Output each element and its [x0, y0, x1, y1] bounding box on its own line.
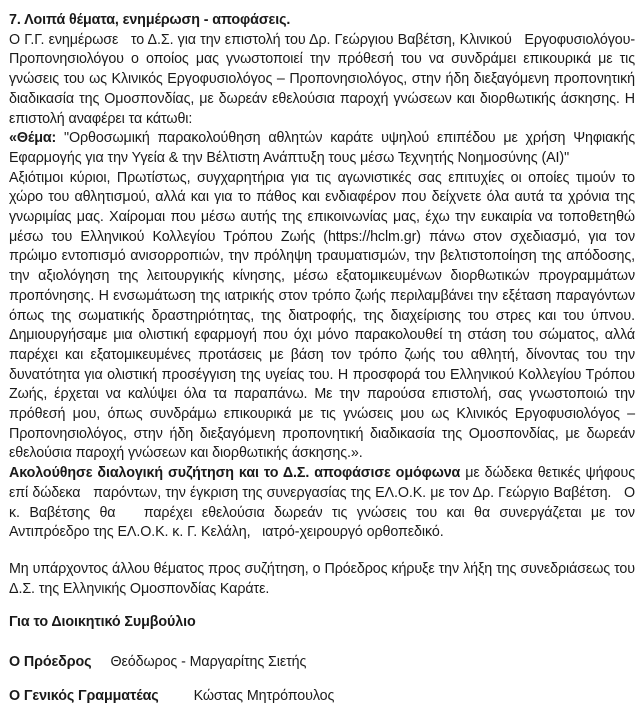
board-heading: Για το Διοικητικό Συμβούλιο: [9, 614, 196, 631]
president-name: Θεόδωρος - Μαργαρίτης Σιετής: [110, 654, 307, 671]
decision-paragraph: [9, 464, 635, 543]
signature-row-secretary: [9, 687, 635, 707]
closing-paragraph: [9, 560, 635, 599]
closing-text: Μη υπάρχοντος άλλου θέματος προς συζήτηση, ο Πρόεδρος κήρυξε την λήξη της συνεδριάσεως του Δ.Σ. της Ελληνικής Ομοσπονδίας Καράτε.: [9, 560, 635, 597]
letter-paragraph: [9, 129, 635, 464]
letter-subject-label: «Θέμα:: [9, 130, 57, 147]
secretary-name: Κώστας Μητρόπουλος: [193, 687, 335, 704]
president-role-label: Ο Πρόεδρος: [9, 654, 92, 671]
letter-body-text: Αξιότιμοι κύριοι, Πρωτίστως, συγχαρητήρια για τις αγωνιστικές σας επιτυχίες οι οποίες τιμούν το χώρο του αθλητισμού, αλλά και για το πάθος και ενδιαφέρον που δείχνετε όλα αυτά τα χρόνια της γνωριμίας μας. Χαίρομαι που μέσω αυτής της επικοινωνίας μας, έχω την ευκαιρία να τοποθετηθώ μέσω του Ελληνικού Κολλεγίου Τρόπου Ζωής (https://hclm.gr) πάνω στον σχεδιασμό, για τον πρώιμο εντοπισμό ανισορροπιών, την πρόληψη τραυματισμών, την βελτιστοποίηση της απόδοσης, την αξιολόγηση της λειτουργικής κίνησης, μέσω εξατομικευμένων διορθωτικών προγραμμάτων προπόνησης. Η ενσωμάτωση της ιατρικής στον τρόπο ζωής περιλαμβάνει την εξέταση παραγόντων όπως της σωματικής δραστηριότητας, της διατροφής, της διαχείρισης του στρες και του ύπνου. Δημιουργήσαμε μια ολιστική εφαρμογή που όχι μόνο παρακολουθεί τη στάση του σώματος, αλλά παρέχει και εξατομικευμένες προτάσεις με βάση τον τρόπο ζωής του αθλητή, δίνοντας του την δυνατότητα για ολιστική προσέγγιση της υγείας του. Η προσφορά του Ελληνικού Κολλεγίου Τρόπου Ζωής, έρχεται να καλύψει όλα τα παραπάνω. Με την παρούσα επιστολή, σας γνωστοποιώ την πρόθεσή μου, όπως συνδράμω επικουρικά με τις γνώσεις μου ως Κλινικός Εργοφυσιολόγος – Προπονησιολόγος, στην ήδη διεξαγόμενη προπονητική διαδικασία της Ομοσπονδίας, με δωρεάν εθελούσια παροχή γνώσεων και διορθωτικής άσκησης.».: [9, 169, 635, 462]
secretary-role-label: Ο Γενικός Γραμματέας: [9, 687, 159, 704]
letter-subject-title: "Ορθοσωμική παρακολούθηση αθλητών καράτε υψηλού επιπέδου με χρήση Ψηφιακής Εφαρμογής για την Υγεία & την Βέλτιστη Ανάπτυξη τους μέσω Τεχνητής Νοημοσύνης (AI)": [9, 130, 635, 166]
section-heading: 7. Λοιπά θέματα, ενημέρωση - αποφάσεις.: [9, 12, 291, 28]
decision-body-text: με δώδεκα θετικές ψήφους επί δώδεκα παρόντων, την έγκριση της συνεργασίας της ΕΛ.Ο.Κ. με τον Δρ. Γεώργιο Βαβέτση. Ο κ. Βαβέτσης θα παρέχει εθελούσια δωρεάν τις γνώσεις του και θα συνεργάζεται με τον Αντιπρόεδρο της ΕΛ.Ο.Κ. κ. Γ. Κελάλη, ιατρό-χειρουργό ορθοπεδικό.: [9, 465, 636, 541]
intro-text: Ο Γ.Γ. ενημέρωσε το Δ.Σ. για την επιστολή του Δρ. Γεώργιου Βαβέτση, Κλινικού Εργοφυσιολόγου-Προπονησιολόγου ο οποίος μας γνωστοποιεί την πρόθεσή του να συνδράμει επικουρικά με τις γνώσεις του ως Κλινικός Εργοφυσιολόγος – Προπονησιολόγος, στην ήδη διεξαγόμενη προπονητική διαδικασία της Ομοσπονδίας, με δωρεάν εθελούσια παροχή γνώσεων και διορθωτικής άσκησης. Η επιστολή αναφέρει τα κάτωθι:: [9, 31, 635, 127]
decision-lead-text: Ακολούθησε διαλογική συζήτηση και το Δ.Σ. αποφάσισε ομόφωνα: [9, 465, 461, 482]
intro-paragraph: [9, 31, 635, 130]
